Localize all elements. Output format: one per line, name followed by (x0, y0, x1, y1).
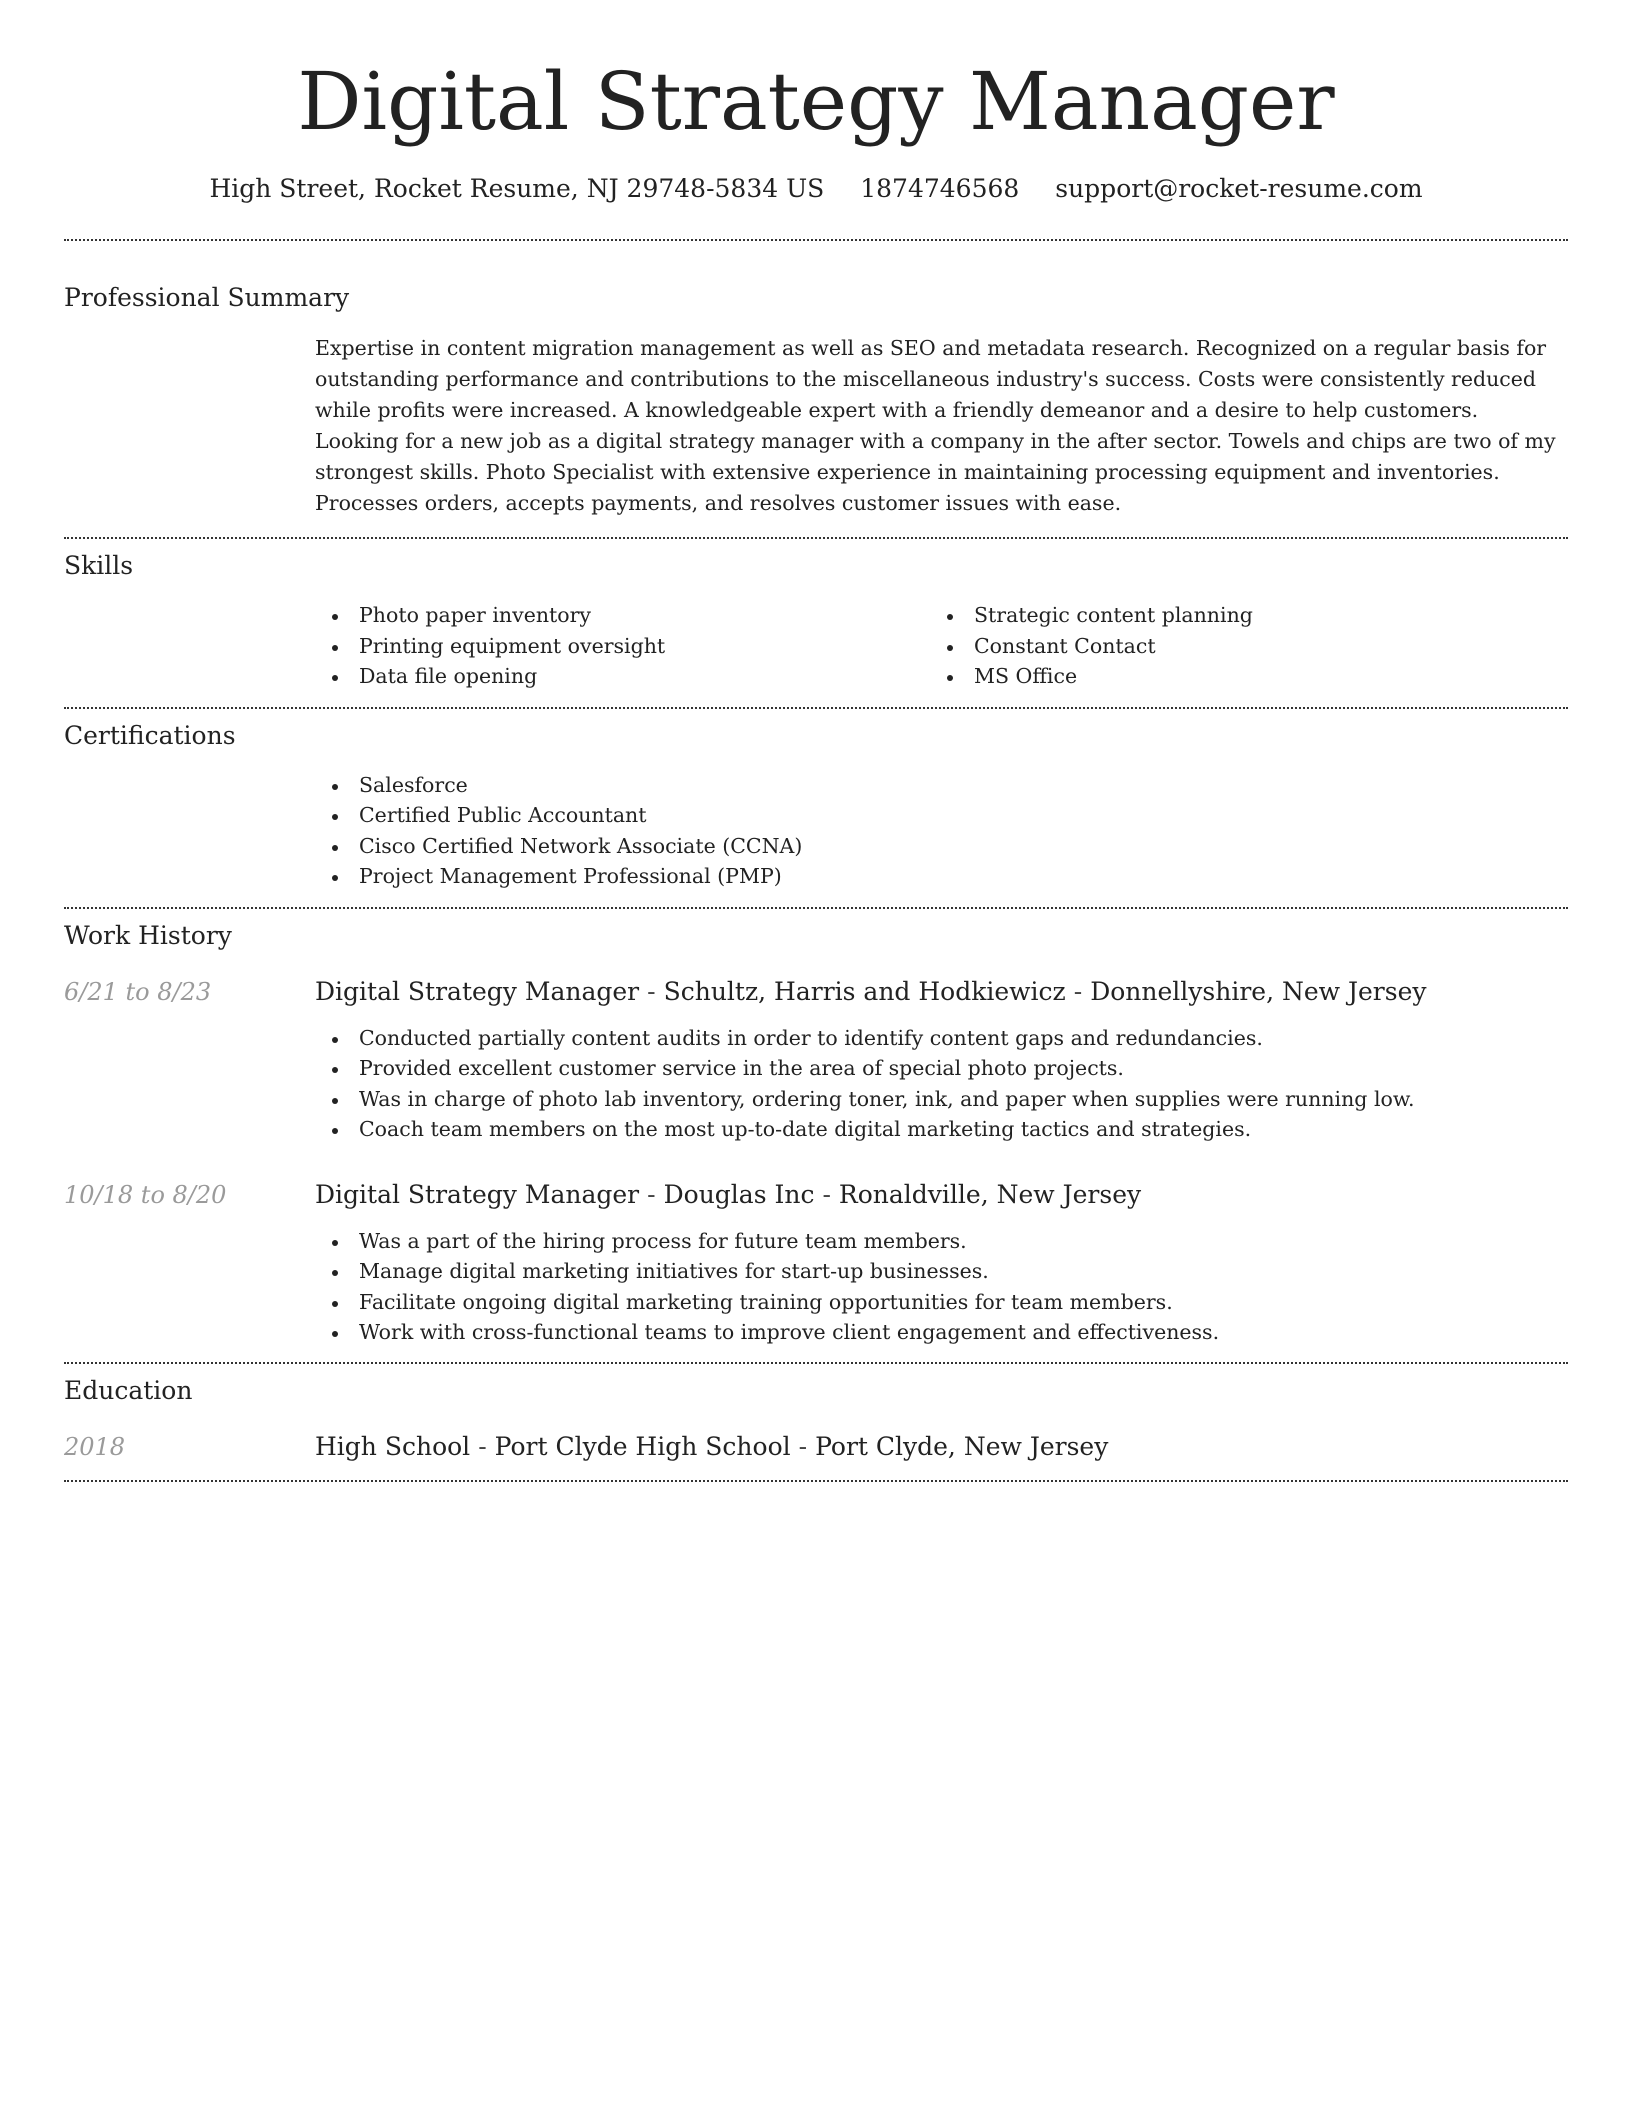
separator: - (798, 1431, 808, 1461)
job-duties (315, 1023, 1568, 1145)
education-entry (64, 1430, 1568, 1480)
skills-list-left (315, 600, 930, 692)
contact-email: support@rocket-resume.com (1055, 174, 1423, 203)
duty-item: Work with cross-functional teams to improve client engagement and effectiveness. (315, 1317, 1568, 1348)
education-school: Port Clyde High School (494, 1431, 791, 1461)
resume-header (64, 0, 1568, 206)
summary-section (64, 241, 1568, 537)
duty-item: Manage digital marketing initiatives for start-up businesses. (315, 1256, 1568, 1287)
education-date: 2018 (64, 1432, 126, 1461)
certification-item: Cisco Certified Network Associate (CCNA) (315, 831, 1568, 862)
section-title-work: Work History (64, 920, 232, 950)
certifications-section (64, 709, 1568, 907)
section-title-education: Education (64, 1375, 193, 1405)
separator: - (647, 976, 656, 1006)
candidate-name: Digital Strategy Manager (297, 55, 1335, 148)
section-title-summary: Professional Summary (64, 283, 350, 312)
contact-phone: 1874746568 (860, 174, 1020, 203)
duty-item: Conducted partially content audits in order to identify content gaps and redundancies. (315, 1023, 1568, 1054)
job-dates: 6/21 to 8/23 (64, 977, 212, 1006)
separator: - (647, 1179, 656, 1209)
certification-item: Certified Public Accountant (315, 800, 1568, 831)
separator: - (478, 1431, 487, 1461)
duty-item: Was a part of the hiring process for future team members. (315, 1226, 1568, 1257)
duty-item: Coach team members on the most up-to-date digital marketing tactics and strategies. (315, 1114, 1568, 1145)
divider (64, 1480, 1568, 1482)
duty-item: Provided excellent customer service in the area of special photo projects. (315, 1053, 1568, 1084)
education-location: Port Clyde, New Jersey (815, 1431, 1109, 1461)
contact-line (64, 172, 1568, 206)
job-entry (64, 975, 1568, 1145)
skill-item: Strategic content planning (930, 600, 1545, 631)
work-history-section (64, 909, 1568, 1362)
job-location: Ronaldville, New Jersey (838, 1179, 1142, 1209)
skill-item: Data file opening (315, 661, 930, 692)
job-heading (315, 1178, 1568, 1212)
separator: - (1073, 976, 1083, 1006)
skills-list-right (930, 600, 1545, 692)
section-title-certifications: Certifications (64, 720, 236, 750)
skill-item: Constant Contact (930, 631, 1545, 662)
job-role: Digital Strategy Manager (315, 1179, 640, 1209)
skill-item: MS Office (930, 661, 1545, 692)
summary-text: Expertise in content migration management as well as SEO and metadata research. Recognized on a regular basis for outstanding performance and contributions to the miscellaneous industry's success. Costs were consistently reduced while profits were increased. A knowledgeable expert with a friendly demeanor and a desire to help customers. Looking for a new job as a digital strategy manager with a company in the after sector. Towels and chips are two of my strongest skills. Photo Specialist with extensive experience in maintaining processing equipment and inventories. Processes orders, accepts payments, and resolves customer issues with ease. (315, 336, 1556, 515)
education-degree: High School (315, 1431, 471, 1461)
skill-item: Photo paper inventory (315, 600, 930, 631)
contact-address: High Street, Rocket Resume, NJ 29748-5834 US (209, 174, 825, 203)
section-title-skills: Skills (64, 551, 134, 580)
job-duties (315, 1226, 1568, 1362)
skills-section (64, 539, 1568, 707)
duty-item: Facilitate ongoing digital marketing training opportunities for team members. (315, 1287, 1568, 1318)
job-heading (315, 975, 1568, 1009)
job-entry (64, 1178, 1568, 1362)
job-company: Douglas Inc (663, 1179, 815, 1209)
job-role: Digital Strategy Manager (315, 976, 640, 1006)
certifications-list (315, 770, 1568, 892)
skill-item: Printing equipment oversight (315, 631, 930, 662)
education-section (64, 1364, 1568, 1480)
job-location: Donnellyshire, New Jersey (1090, 976, 1427, 1006)
certification-item: Salesforce (315, 770, 1568, 801)
duty-item: Was in charge of photo lab inventory, ordering toner, ink, and paper when supplies were running low. (315, 1084, 1568, 1115)
certification-item: Project Management Professional (PMP) (315, 861, 1568, 892)
education-heading (315, 1430, 1568, 1464)
job-dates: 10/18 to 8/20 (64, 1180, 227, 1209)
job-company: Schultz, Harris and Hodkiewicz (663, 976, 1066, 1006)
separator: - (822, 1179, 831, 1209)
